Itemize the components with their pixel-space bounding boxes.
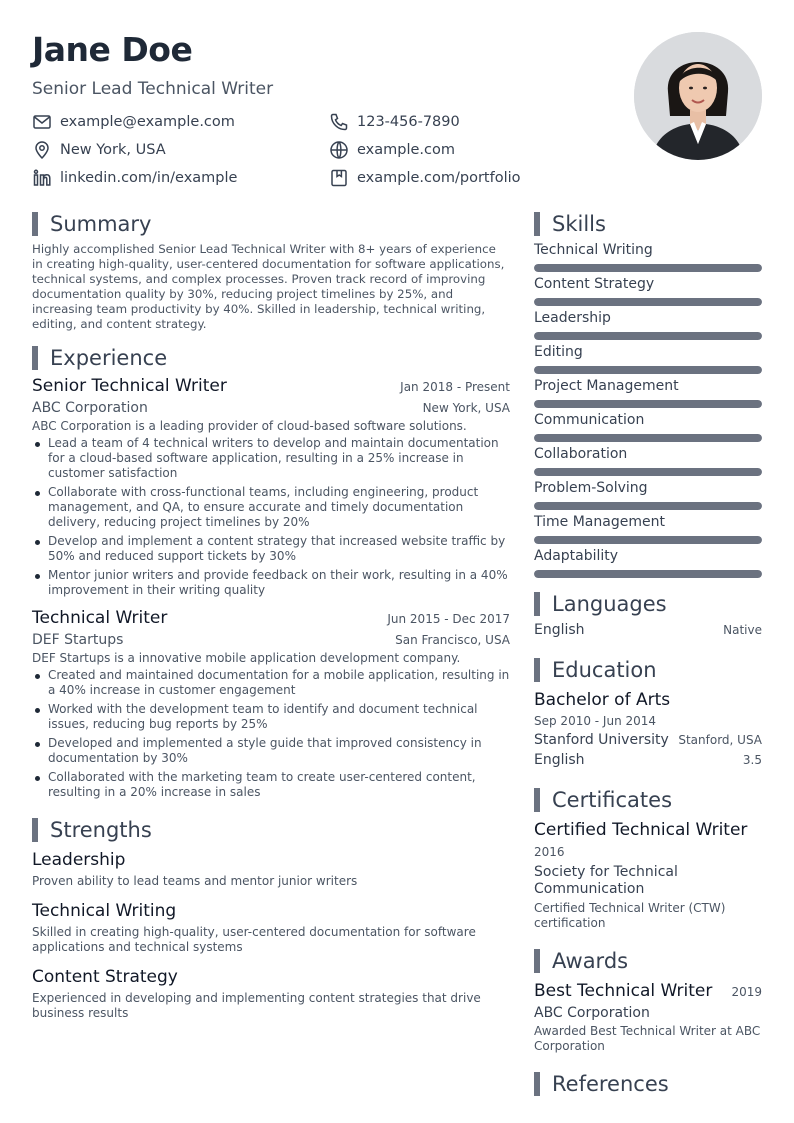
bookmark-icon [329,168,349,188]
job-entry [32,608,510,800]
education-date: Sep 2010 - Jun 2014 [534,714,657,728]
skill-name: Project Management [534,378,679,394]
skill-bar-fill [534,400,762,408]
job-company: DEF Startups [32,632,124,648]
contact-email[interactable] [32,111,235,133]
phone-text: 123-456-7890 [357,114,460,130]
globe-icon [329,140,349,160]
email-text: example@example.com [60,114,235,130]
job-description: DEF Startups is a innovative mobile application development company. [32,651,461,665]
skill-name: Collaboration [534,446,628,462]
skill-item [534,242,762,272]
strength-title: Leadership [32,850,126,870]
list-item: Created and maintained documentation for a mobile application, resulting in a 40% increase in customer engagement [32,668,510,698]
job-title: Senior Technical Writer [32,376,227,396]
strength-title: Technical Writing [32,901,177,921]
list-item: Mentor junior writers and provide feedback on their work, resulting in a 40% improvement in their writing quality [32,568,510,598]
job-location: San Francisco, USA [395,633,510,647]
skill-bar-fill [534,332,762,340]
skill-bar [534,502,762,510]
skill-name: Problem-Solving [534,480,648,496]
skill-item [534,548,762,578]
skill-name: Adaptability [534,548,619,564]
skill-bar [534,434,762,442]
skill-bar [534,400,762,408]
linkedin-icon [32,168,52,188]
awards-heading: Awards [534,949,762,973]
contact-location [32,139,166,161]
skill-item [534,412,762,442]
skill-bar [534,366,762,374]
candidate-title: Senior Lead Technical Writer [32,79,274,99]
job-description: ABC Corporation is a leading provider of cloud-based software solutions. [32,419,467,433]
list-item: Develop and implement a content strategy that increased website traffic by 50% and reduced support tickets by 30% [32,534,510,564]
skill-item [534,514,762,544]
skills-heading: Skills [534,212,762,236]
skill-bar-fill [534,298,762,306]
skill-name: Time Management [534,514,665,530]
language-name: English [534,622,585,638]
linkedin-text: linkedin.com/in/example [60,170,238,186]
award-title: Best Technical Writer [534,981,713,1001]
website-text: example.com [357,142,455,158]
contact-linkedin[interactable] [32,167,237,189]
skill-bar-fill [534,570,762,578]
skill-name: Editing [534,344,583,360]
skill-bar-fill [534,468,762,476]
language-item [534,622,762,638]
skill-bar [534,264,762,272]
strength-desc: Proven ability to lead teams and mentor junior writers [32,874,358,888]
languages-heading: Languages [534,592,762,616]
skill-bar-fill [534,536,762,544]
skill-item [534,310,762,340]
job-bullets [32,668,510,800]
job-date: Jun 2015 - Dec 2017 [387,612,510,626]
certificate-desc: Certified Technical Writer (CTW) certification [534,901,726,930]
location-text: New York, USA [60,142,166,158]
skill-item [534,480,762,510]
profile-photo [634,32,762,160]
skill-bar-fill [534,502,762,510]
field-of-study: English [534,752,585,768]
contact-phone[interactable] [329,111,460,133]
skill-item [534,378,762,408]
gpa: 3.5 [742,753,762,767]
certificates-heading: Certificates [534,788,762,812]
list-item: Developed and implemented a style guide that improved consistency in documentation by 30% [32,736,510,766]
skill-bar-fill [534,264,762,272]
certificate-year: 2016 [534,845,565,859]
experience-heading: Experience [32,346,510,370]
job-location: New York, USA [422,401,510,415]
candidate-name: Jane Doe [32,30,193,69]
job-company: ABC Corporation [32,400,148,416]
skill-bar [534,536,762,544]
skill-name: Leadership [534,310,611,326]
strength-title: Content Strategy [32,967,178,987]
job-date: Jan 2018 - Present [400,380,510,394]
skill-item [534,344,762,374]
skill-item [534,446,762,476]
portfolio-text: example.com/portfolio [357,170,521,186]
skill-bar-fill [534,366,762,374]
references-heading: References [534,1072,762,1096]
job-bullets [32,436,510,598]
list-item: Collaborated with the marketing team to create user-centered content, resulting in a 20% increase in sales [32,770,510,800]
skill-item [534,276,762,306]
certificate-issuer: Society for Technical Communication [534,864,678,897]
strength-desc: Experienced in developing and implementing content strategies that drive business results [32,991,481,1020]
contact-portfolio[interactable] [329,167,521,189]
skill-name: Content Strategy [534,276,655,292]
skill-bar [534,332,762,340]
award-desc: Awarded Best Technical Writer at ABC Corporation [534,1024,761,1053]
strength-item [32,850,510,889]
strength-item [32,967,510,1021]
skill-bar [534,468,762,476]
strength-desc: Skilled in creating high-quality, user-centered documentation for software applications and technical systems [32,925,476,954]
school-location: Stanford, USA [678,733,762,747]
contact-website[interactable] [329,139,455,161]
list-item: Worked with the development team to identify and document technical issues, reducing bug reports by 25% [32,702,510,732]
summary-text: Highly accomplished Senior Lead Technical Writer with 8+ years of experience in creating high-quality, user-centered documentation for software applications, technical systems, and complex processes. Proven track record of improving documentation quality by 30%, reducing project timelines by 25%, and increasing team productivity by 40%. Skilled in leadership, technical writing, editing, and content strategy. [32,242,505,331]
summary-heading: Summary [32,212,510,236]
skills-list [534,242,762,578]
job-title: Technical Writer [32,608,168,628]
strengths-heading: Strengths [32,818,510,842]
map-pin-icon [32,140,52,160]
certificate-title: Certified Technical Writer [534,820,748,840]
mail-icon [32,112,52,132]
award-year: 2019 [731,985,762,999]
skill-bar [534,298,762,306]
skill-bar-fill [534,434,762,442]
list-item: Lead a team of 4 technical writers to develop and maintain documentation for a cloud-based software application, resulting in a 25% increase in customer satisfaction [32,436,510,481]
skill-bar [534,570,762,578]
phone-icon [329,112,349,132]
strength-item [32,901,510,955]
skill-name: Technical Writing [534,242,653,258]
degree: Bachelor of Arts [534,690,671,710]
award-issuer: ABC Corporation [534,1005,650,1021]
language-level: Native [723,623,762,637]
education-heading: Education [534,658,762,682]
list-item: Collaborate with cross-functional teams, including engineering, product management, and QA, to ensure accurate and timely documentation delivery, reducing project timelines by 20% [32,485,510,530]
skill-name: Communication [534,412,645,428]
job-entry [32,376,510,598]
school-name: Stanford University [534,732,669,748]
